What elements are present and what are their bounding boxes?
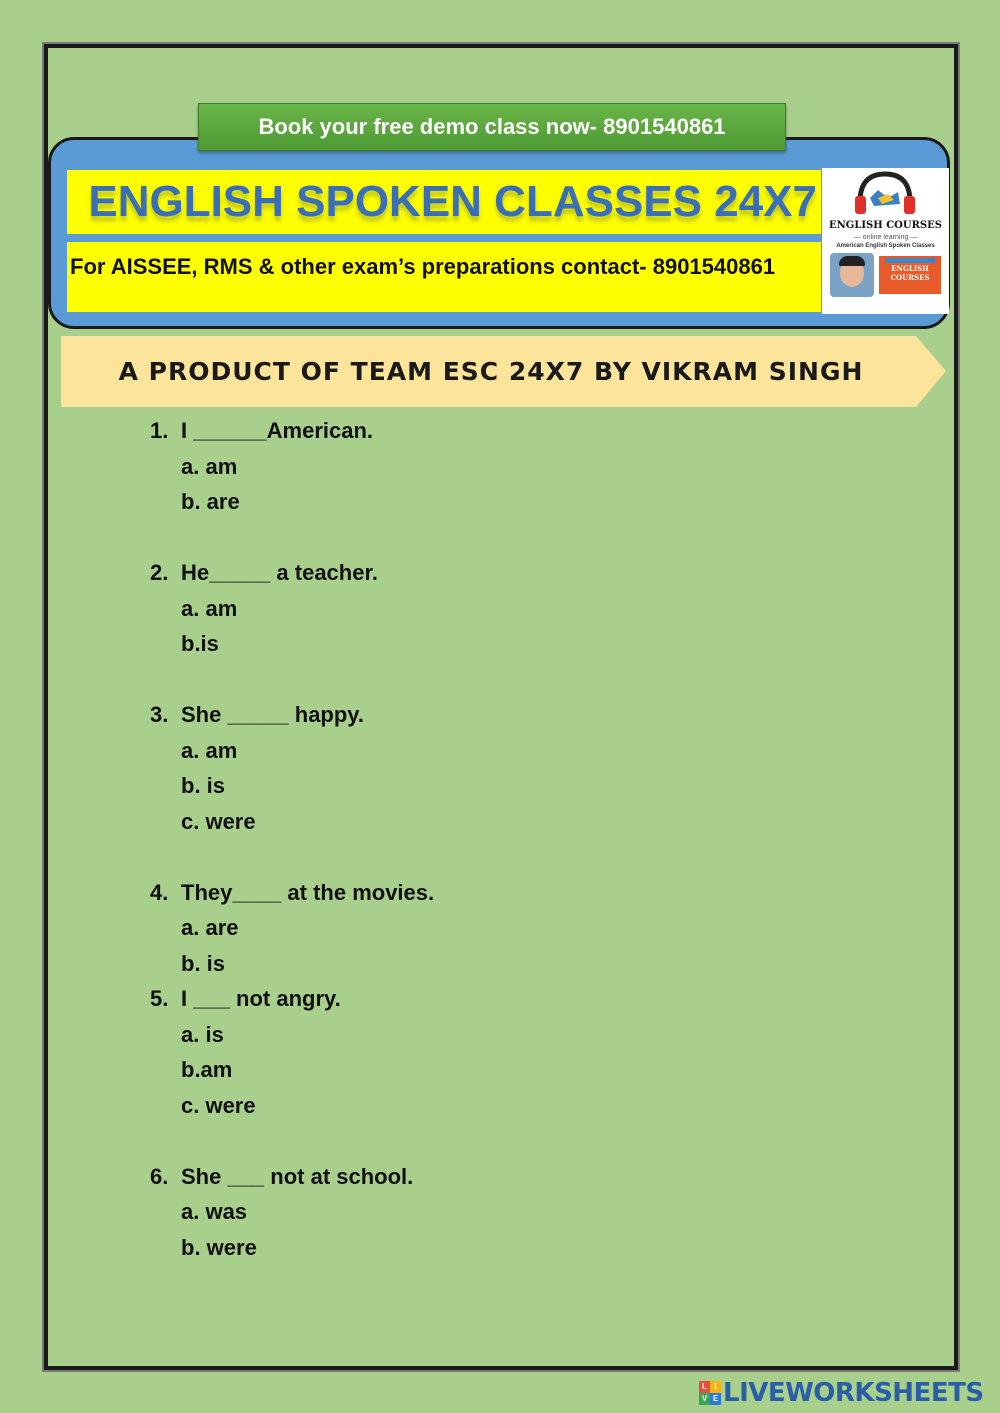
- brand-name: LIVEWORKSHEETS: [723, 1378, 984, 1408]
- question-text: I ______American.: [181, 418, 374, 443]
- demo-class-button[interactable]: Book your free demo class now- 8901540861: [198, 103, 786, 151]
- title-box: [67, 170, 821, 234]
- option[interactable]: a. am: [181, 453, 238, 479]
- question-2: [150, 555, 750, 591]
- page-title: ENGLISH SPOKEN CLASSES 24X7: [88, 177, 817, 226]
- question-6: [150, 1159, 750, 1195]
- question-text: She _____ happy.: [181, 702, 365, 727]
- option[interactable]: b. are: [181, 489, 240, 514]
- liveworksheets-logo-icon: L I V E: [699, 1381, 721, 1405]
- product-ribbon-text: A PRODUCT OF TEAM ESC 24X7 BY VIKRAM SINGH: [118, 357, 864, 386]
- option[interactable]: a. are: [181, 915, 239, 940]
- option[interactable]: c. were: [181, 808, 256, 834]
- question-text: They____ at the movies.: [181, 879, 435, 905]
- option[interactable]: a. am: [181, 595, 238, 621]
- option[interactable]: b. were: [181, 1234, 257, 1260]
- question-text: She ___ not at school.: [181, 1163, 414, 1189]
- question-number: 5.: [150, 986, 169, 1011]
- headphones-icon: [822, 168, 949, 220]
- option[interactable]: a. is: [181, 1021, 224, 1047]
- question-3: [150, 697, 750, 733]
- contact-box: [67, 242, 821, 312]
- question-4: [150, 875, 750, 911]
- question-text: He_____ a teacher.: [181, 560, 378, 585]
- question-number: 4.: [150, 879, 169, 905]
- question-number: 3.: [150, 702, 169, 727]
- option[interactable]: b. is: [181, 773, 226, 798]
- liveworksheets-brand[interactable]: [699, 1377, 984, 1409]
- option[interactable]: a. am: [181, 737, 238, 763]
- question-number: 1.: [150, 418, 169, 443]
- option[interactable]: b.is: [181, 631, 219, 656]
- product-ribbon: [61, 336, 946, 407]
- course-book-image: [879, 256, 941, 294]
- option[interactable]: a. was: [181, 1199, 248, 1224]
- question-text: I ___ not angry.: [181, 986, 341, 1011]
- option[interactable]: c. were: [181, 1092, 256, 1118]
- option[interactable]: b.am: [181, 1057, 233, 1082]
- question-number: 2.: [150, 560, 169, 585]
- teacher-photo: [830, 253, 874, 297]
- question-list: [150, 413, 750, 1265]
- question-1: [150, 413, 750, 449]
- logo-tagline: — online learning —: [853, 234, 918, 241]
- question-5: [150, 981, 750, 1017]
- logo-subtitle: American English Spoken Classes: [836, 243, 935, 249]
- book-text: ENGLISH COURSES: [890, 264, 930, 282]
- contact-text: For AISSEE, RMS & other exam’s preparations contact- 8901540861: [70, 254, 776, 279]
- logo-title: ENGLISH COURSES: [829, 220, 942, 231]
- question-number: 6.: [150, 1163, 169, 1189]
- english-courses-logo: [822, 168, 949, 314]
- option[interactable]: b. is: [181, 950, 226, 976]
